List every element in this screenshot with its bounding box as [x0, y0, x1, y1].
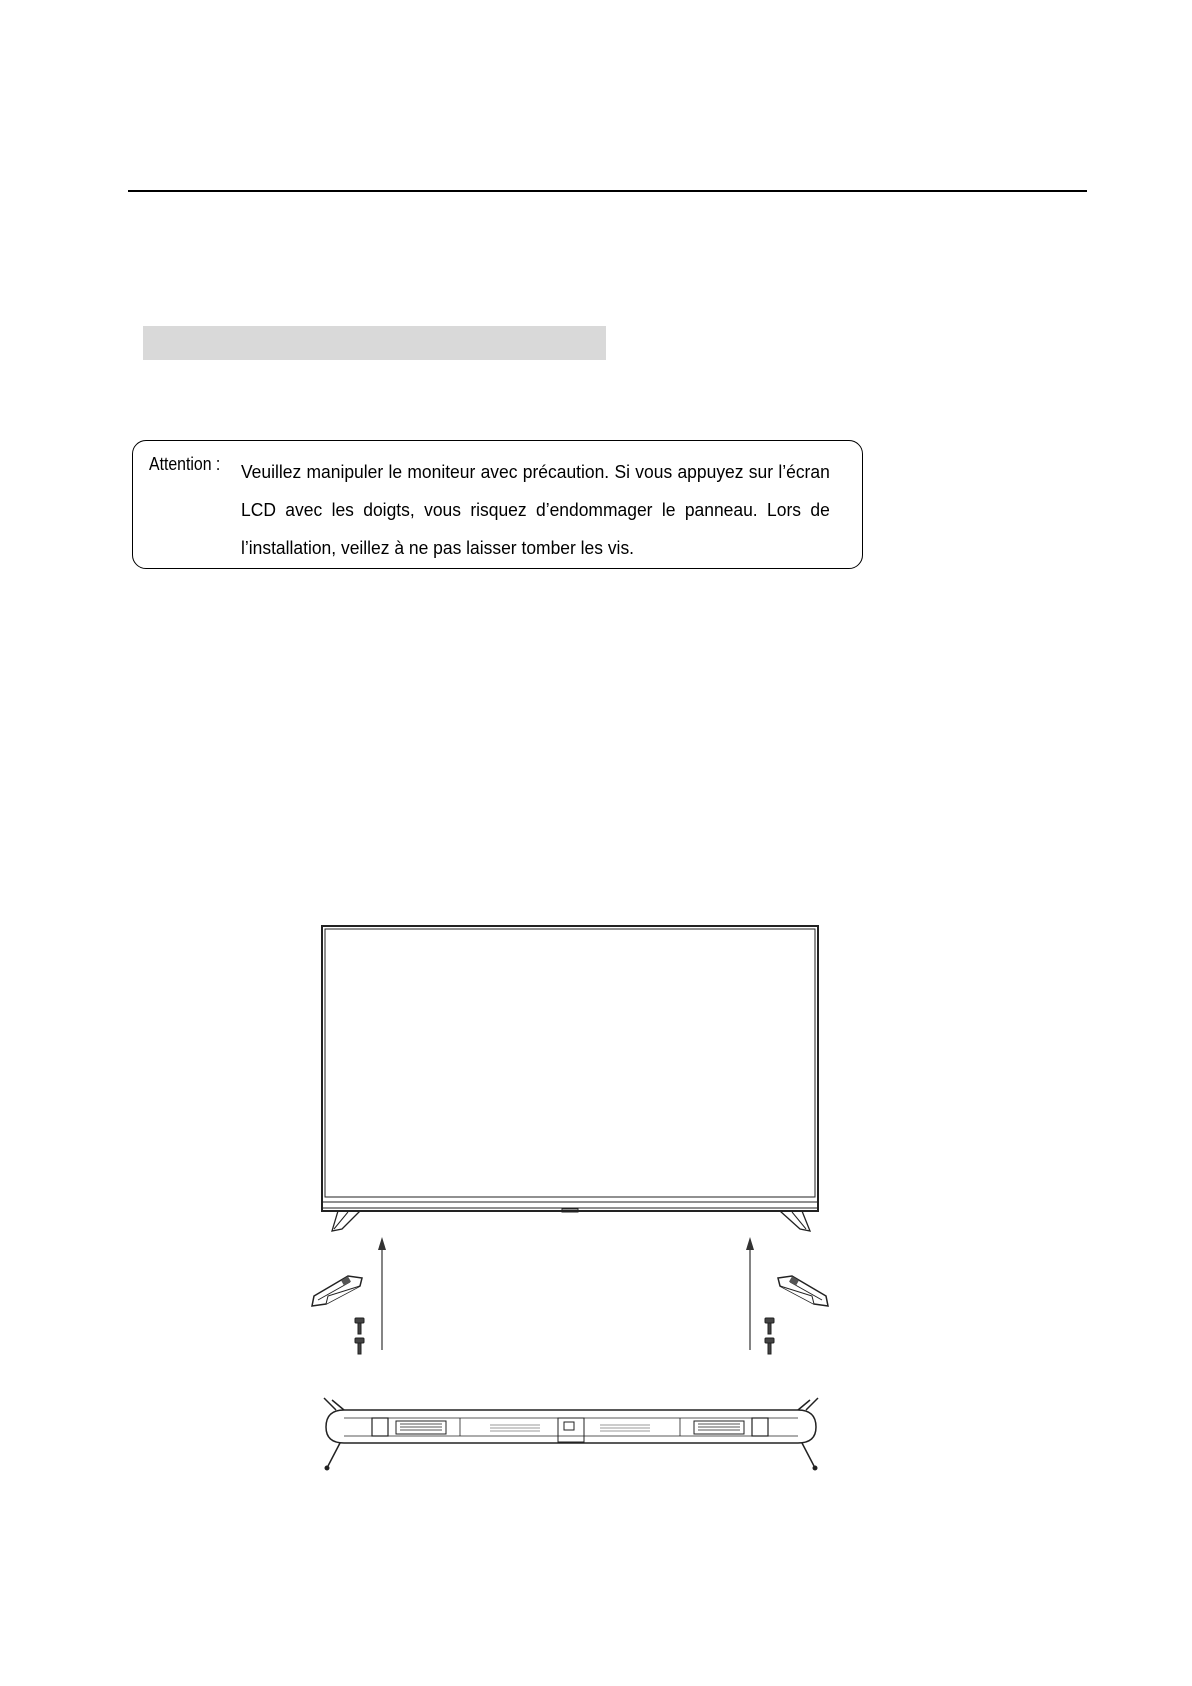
- caution-line-2: LCD avec les doigts, vous risquez d’endommager le panneau. Lors de: [241, 500, 830, 520]
- stand-installation-diagram: [300, 920, 840, 1490]
- header-rule: [128, 190, 1087, 192]
- right-screws: [765, 1318, 774, 1354]
- left-stand-foot: [312, 1276, 362, 1306]
- insertion-arrows: [378, 1237, 754, 1350]
- caution-line-3: l’installation, veillez à ne pas laisser tomber les vis.: [241, 538, 635, 558]
- section-heading-band: [143, 326, 606, 360]
- right-stand-foot: [778, 1276, 828, 1306]
- left-screws: [355, 1318, 364, 1354]
- tv-bottom-view: [324, 1398, 818, 1470]
- caution-line-1: Veuillez manipuler le moniteur avec précaution. Si vous appuyez sur l’écran: [241, 462, 830, 482]
- caution-label: Attention :: [149, 454, 221, 474]
- caution-box: [132, 440, 863, 569]
- caution-text: [241, 453, 830, 567]
- tv-front-view: [322, 926, 818, 1231]
